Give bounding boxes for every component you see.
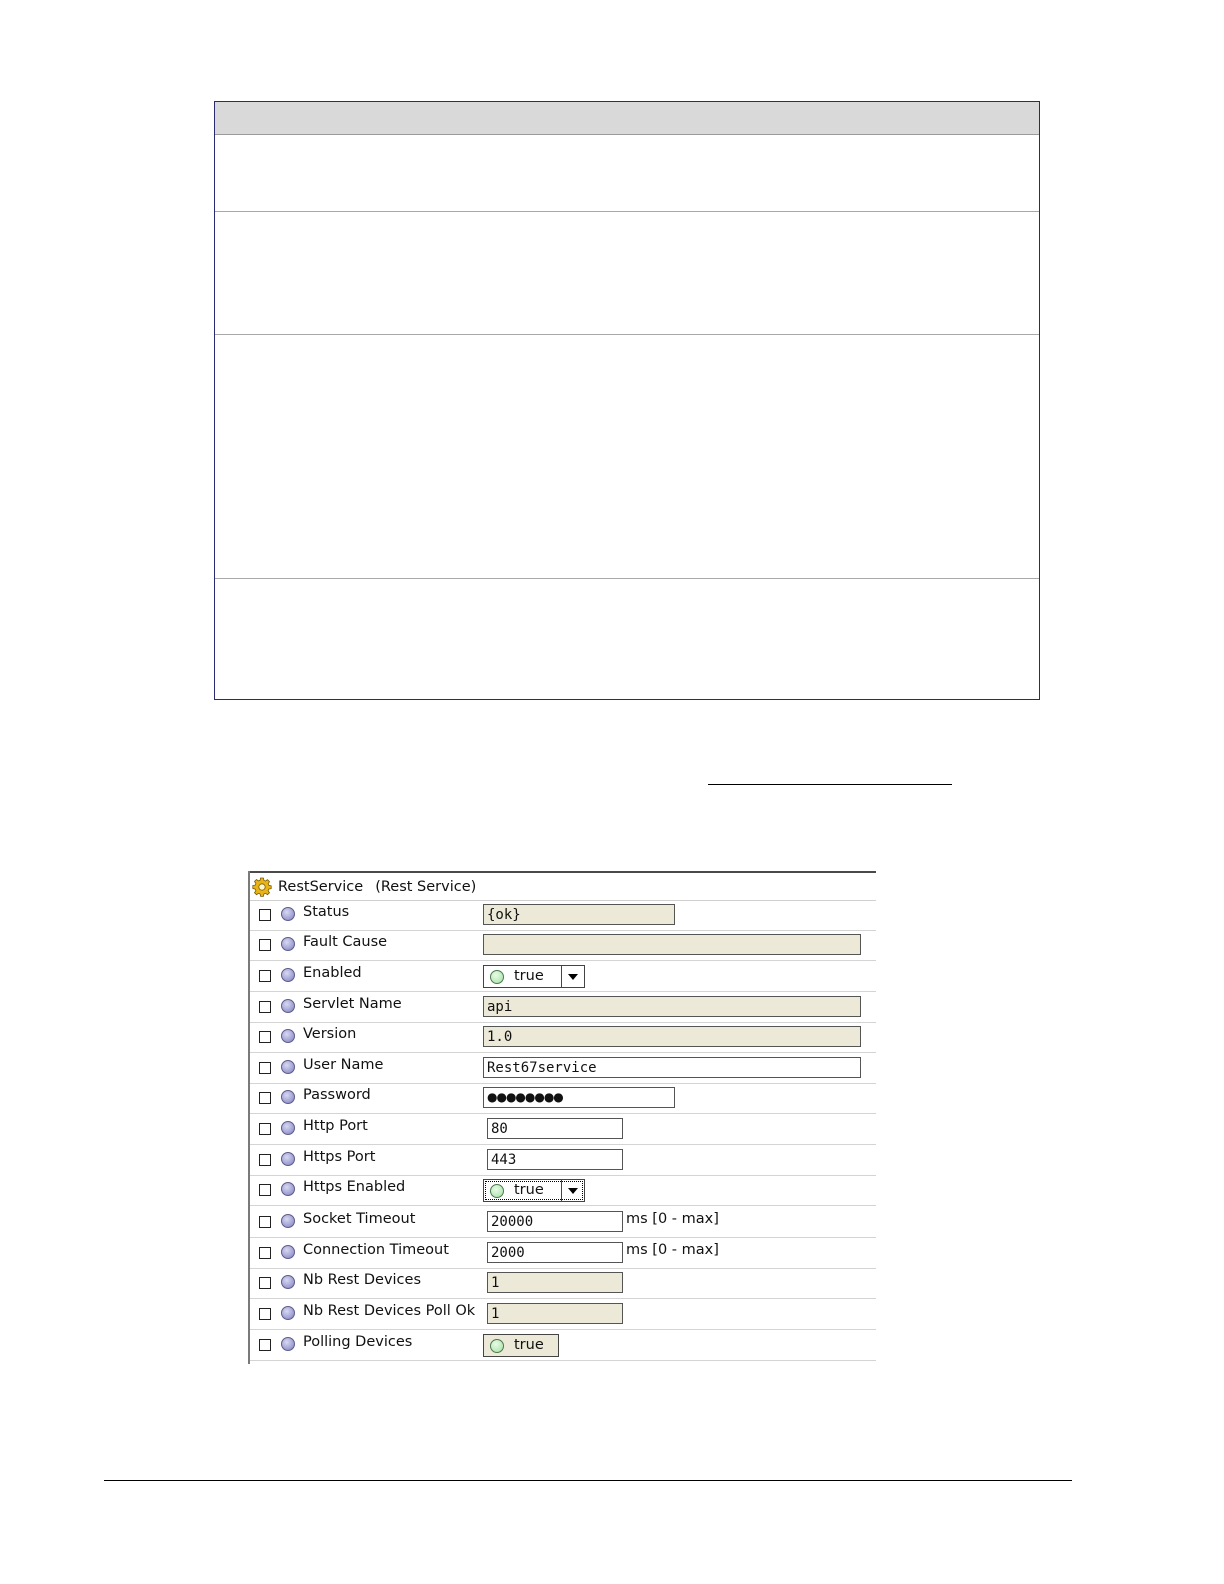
- property-row-user-name: [250, 1053, 876, 1084]
- status-dot-icon: [490, 1184, 504, 1198]
- property-label: Servlet Name: [303, 996, 402, 1012]
- unit-label: ms [0 - max]: [626, 1211, 719, 1227]
- property-label: Https Enabled: [303, 1179, 406, 1195]
- status-field: {ok}: [483, 904, 675, 925]
- row-select-checkbox[interactable]: [259, 1123, 271, 1135]
- property-label: Polling Devices: [303, 1334, 413, 1350]
- chevron-down-icon[interactable]: [561, 1180, 584, 1201]
- property-label: Socket Timeout: [303, 1211, 416, 1227]
- property-label: Fault Cause: [303, 934, 388, 950]
- slot-icon: [281, 1121, 295, 1135]
- row-select-checkbox[interactable]: [259, 1308, 271, 1320]
- property-label: User Name: [303, 1057, 384, 1073]
- row-select-checkbox[interactable]: [259, 1062, 271, 1074]
- slot-icon: [281, 1182, 295, 1196]
- row-select-checkbox[interactable]: [259, 1031, 271, 1043]
- row-select-checkbox[interactable]: [259, 1339, 271, 1351]
- fault-cause-field: [483, 934, 861, 955]
- nb-rest-devices-field: 1: [487, 1272, 623, 1293]
- slot-icon: [281, 968, 295, 982]
- property-row-password: [250, 1083, 876, 1114]
- property-row-version: [250, 1022, 876, 1053]
- document-table: [214, 101, 1040, 700]
- property-row-https-port: [250, 1145, 876, 1176]
- slot-icon: [281, 937, 295, 951]
- slot-icon: [281, 1090, 295, 1104]
- user-name-field[interactable]: Rest67service: [483, 1057, 861, 1078]
- property-row-polling-devices: [250, 1330, 876, 1361]
- table-row-divider: [215, 334, 1039, 335]
- servlet-name-field: api: [483, 996, 861, 1017]
- bool-value: true: [514, 1337, 544, 1353]
- unit-label: ms [0 - max]: [626, 1242, 719, 1258]
- footer-rule: [104, 1480, 1072, 1481]
- dropdown-value: true: [514, 1182, 544, 1198]
- property-label: Connection Timeout: [303, 1242, 449, 1258]
- property-row-http-port: [250, 1114, 876, 1145]
- property-row-enabled: [250, 961, 876, 992]
- sheet-title: RestService: [278, 878, 364, 895]
- row-select-checkbox[interactable]: [259, 1184, 271, 1196]
- socket-timeout-field[interactable]: 20000: [487, 1211, 623, 1232]
- status-dot-icon: [490, 1339, 504, 1353]
- slot-icon: [281, 1306, 295, 1320]
- row-select-checkbox[interactable]: [259, 1092, 271, 1104]
- property-label: Password: [303, 1087, 371, 1103]
- property-label: Status: [303, 904, 350, 920]
- table-header-row: [215, 102, 1039, 135]
- nb-rest-devices-poll-ok-field: 1: [487, 1303, 623, 1324]
- property-row-nb-rest-devices: [250, 1268, 876, 1299]
- property-row-nb-rest-devices-poll-ok: [250, 1299, 876, 1330]
- property-label: Https Port: [303, 1149, 376, 1165]
- slot-icon: [281, 1275, 295, 1289]
- sheet-subtitle: (Rest Service): [375, 878, 477, 895]
- row-select-checkbox[interactable]: [259, 939, 271, 951]
- slot-icon: [281, 1245, 295, 1259]
- row-select-checkbox[interactable]: [259, 1216, 271, 1228]
- row-select-checkbox[interactable]: [259, 1154, 271, 1166]
- property-row-connection-timeout: [250, 1238, 876, 1269]
- dropdown-value: true: [514, 968, 544, 984]
- slot-icon: [281, 1337, 295, 1351]
- row-select-checkbox[interactable]: [259, 1001, 271, 1013]
- https-port-field[interactable]: 443: [487, 1149, 623, 1170]
- enabled-dropdown[interactable]: [483, 965, 585, 988]
- connection-timeout-field[interactable]: 2000: [487, 1242, 623, 1263]
- polling-devices-value: [483, 1334, 559, 1357]
- slot-icon: [281, 1029, 295, 1043]
- slot-icon: [281, 1060, 295, 1074]
- sheet-title-row: [250, 873, 876, 901]
- hyperlink-underline[interactable]: [708, 784, 952, 785]
- property-row-fault-cause: [250, 930, 876, 961]
- password-password-field[interactable]: ●●●●●●●●: [483, 1087, 675, 1108]
- property-label: Version: [303, 1026, 357, 1042]
- slot-icon: [281, 907, 295, 921]
- property-row-https-enabled: [250, 1175, 876, 1206]
- table-row-divider: [215, 578, 1039, 579]
- slot-icon: [281, 999, 295, 1013]
- table-row-divider: [215, 211, 1039, 212]
- property-label: Http Port: [303, 1118, 368, 1134]
- row-select-checkbox[interactable]: [259, 970, 271, 982]
- property-label: Nb Rest Devices: [303, 1272, 421, 1288]
- https-enabled-dropdown[interactable]: [483, 1179, 585, 1202]
- gear-icon: [252, 877, 272, 897]
- property-row-servlet-name: [250, 992, 876, 1023]
- version-field: 1.0: [483, 1026, 861, 1047]
- slot-icon: [281, 1152, 295, 1166]
- property-row-status: [250, 900, 876, 931]
- status-dot-icon: [490, 970, 504, 984]
- http-port-field[interactable]: 80: [487, 1118, 623, 1139]
- slot-icon: [281, 1214, 295, 1228]
- property-label: Enabled: [303, 965, 362, 981]
- property-label: Nb Rest Devices Poll Ok: [303, 1303, 476, 1319]
- row-select-checkbox[interactable]: [259, 1277, 271, 1289]
- property-sheet: [248, 871, 876, 1364]
- row-select-checkbox[interactable]: [259, 909, 271, 921]
- chevron-down-icon[interactable]: [561, 966, 584, 987]
- property-row-socket-timeout: [250, 1207, 876, 1238]
- row-select-checkbox[interactable]: [259, 1247, 271, 1259]
